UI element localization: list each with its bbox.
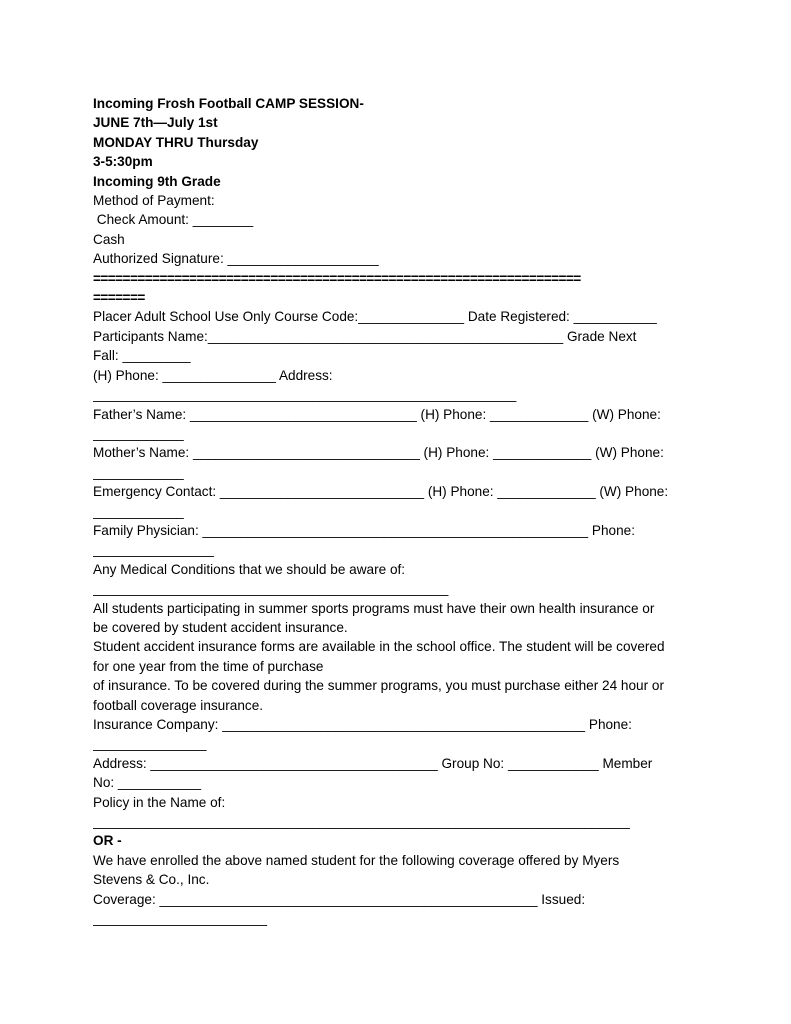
- father-name-line-wrap: ____________: [93, 425, 184, 441]
- payment-method-label: Method of Payment:: [93, 193, 215, 209]
- mother-name-line-wrap: ____________: [93, 464, 184, 480]
- insurance-company-line: Insurance Company: ________________________________________________ Phone:: [93, 717, 632, 732]
- medical-conditions-label: Any Medical Conditions that we should be aware of:: [93, 561, 406, 577]
- emergency-contact-line-wrap: ____________: [93, 503, 184, 519]
- participant-name-line: Participants Name:_______________________________________________ Grade Next: [93, 328, 637, 344]
- camp-title: Incoming Frosh Football CAMP SESSION-: [93, 96, 364, 111]
- course-code-line: Placer Adult School Use Only Course Code:______________ Date Registered: ___________: [93, 309, 657, 325]
- insurance-notice-line-5: of insurance. To be covered during the summer programs, you must purchase either 24 hour or: [93, 678, 664, 694]
- or-divider: OR -: [93, 833, 122, 849]
- check-amount-field: Check Amount: ________: [93, 212, 254, 228]
- insurance-notice-line-6: football coverage insurance.: [93, 697, 264, 713]
- separator-line-continued: =======: [93, 290, 145, 306]
- medical-conditions-blank: _______________________________________________: [93, 581, 449, 597]
- family-physician-line-wrap: ________________: [93, 542, 214, 558]
- emergency-contact-line: Emergency Contact: ___________________________ (H) Phone: _____________ (W) Phone:: [93, 484, 669, 500]
- mother-name-line: Mother’s Name: ______________________________ (H) Phone: _____________ (W) Phone:: [93, 445, 664, 461]
- participant-name-line-wrap: Fall: _________: [93, 348, 191, 364]
- camp-time: 3-5:30pm: [93, 154, 153, 170]
- insurance-company-line-wrap: _______________: [93, 736, 207, 752]
- family-physician-line: Family Physician: ___________________________________________________ Phone:: [93, 522, 635, 538]
- home-phone-address-line: (H) Phone: _______________ Address:: [93, 367, 333, 383]
- insurance-notice-line-3: Student accident insurance forms are available in the school office. The student will be covered: [93, 639, 665, 655]
- father-name-line: Father’s Name: ______________________________ (H) Phone: _____________ (W) Phone:: [93, 406, 661, 422]
- insurance-address-line: Address: ______________________________________ Group No: ____________ Member: [93, 755, 653, 771]
- separator-line: ==================================================================: [93, 270, 581, 286]
- camp-grade: Incoming 9th Grade: [93, 173, 221, 189]
- coverage-issued-line: Coverage: __________________________________________________ Issued:: [93, 891, 586, 907]
- camp-days: MONDAY THRU Thursday: [93, 134, 259, 150]
- address-blank-line: ________________________________________________________: [93, 387, 517, 403]
- policy-name-blank: _______________________________________________________________________: [93, 814, 630, 830]
- registration-form: [93, 94, 705, 928]
- coverage-issued-line-wrap: _______________________: [93, 911, 267, 927]
- insurance-notice-line-2: be covered by student accident insurance.: [93, 619, 348, 635]
- coverage-notice-line-2: Stevens & Co., Inc.: [93, 872, 210, 888]
- authorized-signature-field: Authorized Signature: ____________________: [93, 251, 379, 267]
- policy-name-label: Policy in the Name of:: [93, 794, 226, 810]
- insurance-notice-line-1: All students participating in summer sports programs must have their own health insurance or: [93, 600, 655, 616]
- cash-option: Cash: [93, 231, 125, 247]
- camp-dates: JUNE 7th—July 1st: [93, 115, 218, 131]
- member-number-line: No: ___________: [93, 775, 202, 791]
- coverage-notice-line-1: We have enrolled the above named student for the following coverage offered by Myers: [93, 852, 620, 868]
- insurance-notice-line-4: for one year from the time of purchase: [93, 658, 324, 674]
